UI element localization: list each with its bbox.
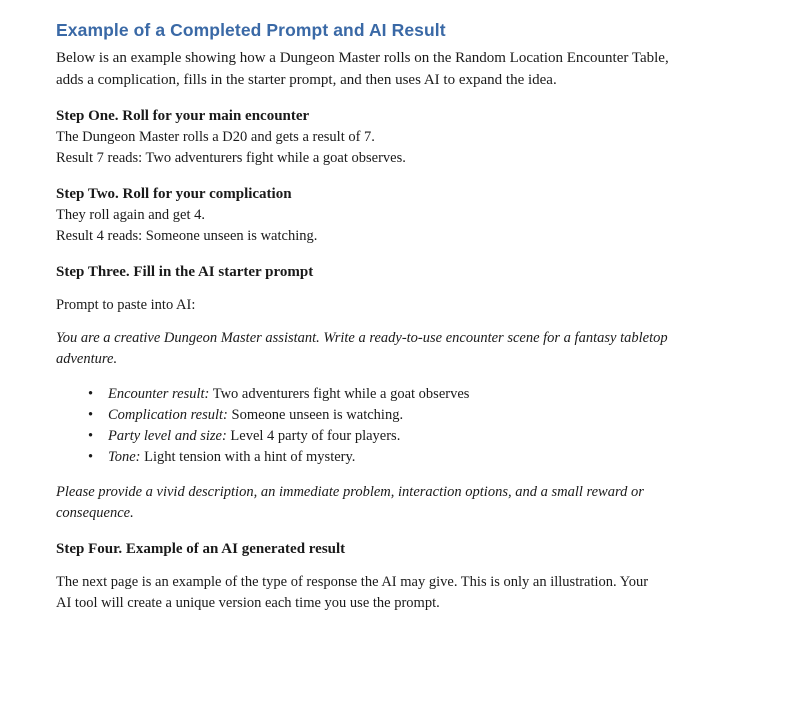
bullet-icon: • xyxy=(88,407,94,423)
page-title: Example of a Completed Prompt and AI Result xyxy=(56,20,446,40)
step-two-line-2: Result 4 reads: Someone unseen is watching. xyxy=(56,228,318,244)
bullet-label: Encounter result: xyxy=(108,386,210,402)
document-page xyxy=(56,20,746,628)
step-three-section xyxy=(56,261,746,524)
step-four-text: The next page is an example of the type of response the AI may give. This is only an illustration. Your AI tool will create a unique version each time you use the prompt. xyxy=(56,574,649,611)
list-item xyxy=(88,426,746,447)
prompt-text: You are a creative Dungeon Master assistant. Write a ready-to-use encounter scene for a fantasy tabletop adventure. xyxy=(56,330,668,367)
bullet-icon: • xyxy=(88,386,94,402)
bullet-icon: • xyxy=(88,449,94,465)
step-four-heading: Step Four. Example of an AI generated result xyxy=(56,541,346,557)
bullet-label: Tone: xyxy=(108,449,141,465)
list-item xyxy=(88,384,746,405)
step-one-section xyxy=(56,105,746,169)
step-one-line-1: The Dungeon Master rolls a D20 and gets a result of 7. xyxy=(56,129,375,145)
step-two-heading: Step Two. Roll for your complication xyxy=(56,186,292,202)
step-one-line-2: Result 7 reads: Two adventurers fight while a goat observes. xyxy=(56,150,406,166)
bullet-label: Party level and size: xyxy=(108,428,227,444)
prompt-label: Prompt to paste into AI: xyxy=(56,297,196,313)
intro-paragraph: Below is an example showing how a Dungeon Master rolls on the Random Location Encounter Table, adds a complication, fills in the starter prompt, and then uses AI to expand the idea. xyxy=(56,50,669,88)
list-item xyxy=(88,405,746,426)
prompt-bullet-list xyxy=(56,384,746,468)
bullet-icon: • xyxy=(88,428,94,444)
step-one-heading: Step One. Roll for your main encounter xyxy=(56,108,310,124)
bullet-value: Two adventurers fight while a goat observes xyxy=(212,386,470,402)
closing-prompt: Please provide a vivid description, an immediate problem, interaction options, and a small reward or consequence. xyxy=(56,484,644,521)
bullet-value: Level 4 party of four players. xyxy=(230,428,401,444)
step-four-section xyxy=(56,538,746,614)
step-two-section xyxy=(56,183,746,247)
step-three-heading: Step Three. Fill in the AI starter prompt xyxy=(56,264,314,280)
bullet-label: Complication result: xyxy=(108,407,228,423)
bullet-value: Someone unseen is watching. xyxy=(231,407,404,423)
list-item xyxy=(88,447,746,468)
bullet-value: Light tension with a hint of mystery. xyxy=(144,449,356,465)
step-two-line-1: They roll again and get 4. xyxy=(56,207,205,223)
